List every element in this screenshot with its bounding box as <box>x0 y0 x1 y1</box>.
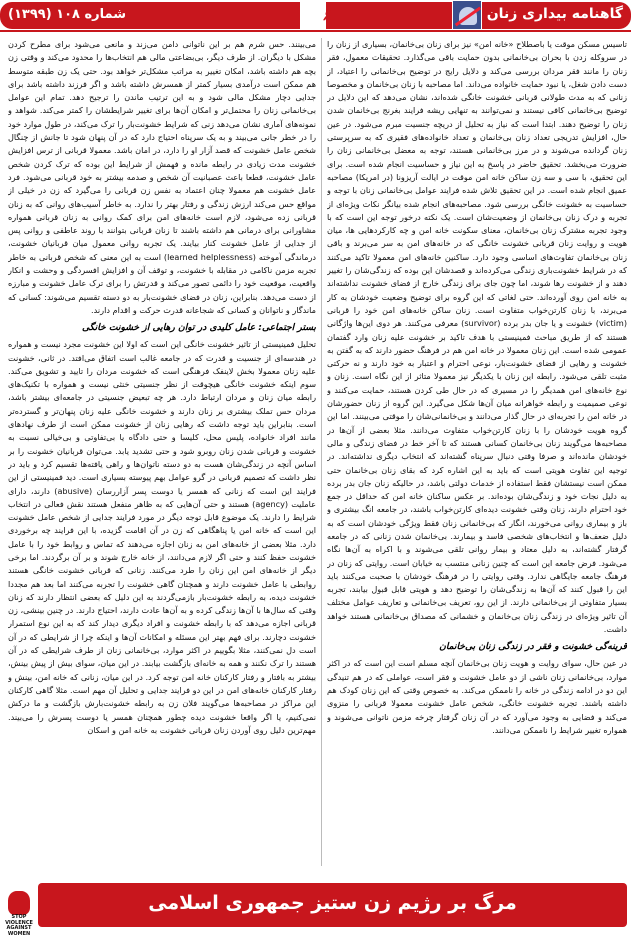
page-header <box>0 0 631 32</box>
magazine-title: گاهنامه بیداری زنان <box>486 6 623 22</box>
stamp-text: STOP VIOLENCE AGAINST WOMEN <box>5 914 33 935</box>
article-paragraph: تحلیل فمینیستی از تاثیر خشونت خانگی این است که اولا این خشونت مجرد نیست و همواره در هندسه‌ای از جنسیت و قدرت که در جامعه غالب است اتفاق می‌افتد. در ثانی، خشونت علیه زنان معمولا بخش لاینفک فرهنگی است که خشونت مردان را تایید و تشویق می‌کند. سوم اینکه خشونت خانگی هیچوقت از نظر جنسیتی خنثی نیست و همواره با تکنیک‌های رابطه میان زنان و مردان ارتباط دارد. هر چه تبعیض جنسیتی در جامعه‌ای بیشتر باشد، مردان حس تملک بیشتری بر زنان دارند و خشونت خانگی علیه زنان پنهان‌تر و گسترده‌تر است. بنابراین باید توجه داشت که رهایی زنان از خشونت ممکن است از طرف نهادهای مانند افراد خانواده، پلیس محل، کلیسا و حتی دادگاه یا بی‌تفاوتی و بی‌خیالی نسبت به خشونت و قربانی شدن زنان روبرو شود و حتی تشدید یابد. می‌توان قربانیان خشونت را بر اساس آنچه در زندگی‌شان هست به دو دسته ناتوان‌ها و راهی یافته‌ها تقسیم کرد و باید در نظر داشت که تصمیم قربانی در گرو عوامل بهم پیوسته بسیاری است. دید فمینیستی از این فرایند این است که زنانی که همسر یا دوست پسر آزاررسان (abusive) دارند، دارای عاملیت (agency) هستند و حتی آن‌هایی که به ظاهر منفعل هستند نقش فعالی در انتخاب شرایط را دارند. یک موضوع قابل توجه دیگر در مورد فرایند جدایی از شخص عامل خشونت این است که خانه امن یا پناهگاهی که زن در آن اقامت گزیده، با این فرایند چه برخوردی دارد. مثلا بعضی از خانه‌های امن به زنان اجازه می‌دهند که تماس و روابط خود را با عامل خشونت حفظ کنند و حتی اگر لازم می‌دانند، از خانه خارج شوند و بر آن برگردند. اما برخی دیگر از خانه‌های امن این زنان را طرد می‌کنند. زنانی که قربانی خشونت خانگی هستند روابطی با عامل خشونت دارند و همچنان گاهی خشونت را تجربه می‌کنند اما بعد هم مجددا خشونت دیده، به رابطه خشونت‌بار بازمی‌گردند به این دلیل که بعضی انتظار دارند که زنان وقتی که سال‌ها با آن‌ها زندگی کرده و به آن‌ها عادت دارند، احتیاج دارند. در چنین بینشی، زن قربانی اجازه می‌دهد که با رابطه خشونت و افراد دیگری دیدار کند که به این نوع استمرار خشونت دچارند. برای فهم بهتر این مسئله و امکانات آن‌ها و اینکه چرا از شرایطی که در آن است دل نمی‌کنند، مثلا بگوییم در اکثر موارد، بی‌خانمانی زنان از طرف شرایطی که در آن هستند را ترک نکنند و همه به خانه‌ای بازگشت بیابند. در این میان، سوای بیش از پیش بینش، بیشتر به بافتار و رفتار کارکنان خانه امن توجه کرد. در این میان، زنانی که خانه امن، بینش و رفتار کارکنان خانه‌های امن در این دو فرایند جدایی و تحلیل آن مهم است. مثلا گاهی کارکنان این مراکز در مصاحبه‌ها می‌گویند فلان زن به رابطه خشونت‌بارش بازگشت و ما درکش نمی‌کنیم، یا اگر واقعا خشونت دیده چطور همچنان همسر یا دوست پسرش را می‌بیند. مهم‌ترین دلیل روی آوردن زنان قربانی خشونت به خانه امن و اسکان <box>8 339 316 735</box>
article-column-right <box>327 38 627 868</box>
page-footer <box>0 875 631 935</box>
article-paragraph: تاسیس مسکن موقت یا باصطلاح «خانه امن» نیز برای زنان بی‌خانمان، بسیاری از زنان را در سرو‌کله زدن با بحران بی‌خانمانی بدون حمایت باقی می‌گذارد. تحقیقات معمول، فقر زنان را مانند فقر مردان بررسی می‌کند و دلایل رایج در توضیح بی‌خانمانی را اعتیاد، از دست دادن شغل، یا نبود حمایت خانواده می‌داند. اما مصاحبه با زنان بی‌خانمان و مخصوصا زنانی که به مدت طولانی قربانی خشونت خانگی شده‌اند، نشان می‌دهد که این دلایل در توضیح بی‌خانمانی کافی نیستند و نمی‌توانند به تنهایی ریشه فرایند بغرنج بی‌خانمان شدن زنان را توضیح دهند. ابتدا است که نیاز به تحلیل از دریچه جنسیت مبرم می‌شود. در عین حال، افزایش تدریجی تعداد زنان بی‌خانمان و تعداد خانواده‌های فقیری که به سرپرستی زنان گردانده می‌شوند و در مرز بی‌خانمانی هستند، توجه به معضل بی‌خانمانی زنان را ضرورت می‌بخشد. تحقیق حاضر در پاسخ به این نیاز و حساسیت انجام شده است. برای این تحقیق، با سی و سه زن ساکن خانه امن موقت در ایالت آریزونا (در امریکا) مصاحبه عمیق انجام شده است. در این تحقیق تلاش شده فرایند عوامل بی‌خانمانی زنان با توجه و حساسیت به خشونت خانگی بررسی شود. مصاحبه‌های انجام شده بیانگر نکات ویژه‌ای از تجربه و درک زنان بی‌خانمان از وضعیت‌شان است. یک نکته درخور توجه این است که با وجود تجربه مشترک زنان بی‌خانمان، معنای سکونت خانه امن و چه کارکردهایی ها، میان هویت و روایت زنان قربانی خشونت خانگی که در خانه‌های امن به سر می‌برند و باقی زنان بی‌خانمان تفاوت‌های اساسی وجود دارد. ساکنین خانه‌های امن معمولا تاکید می‌کنند که در شرایط خشونت‌باری زندگی می‌کرده‌اند و قصدشان این بوده که زندگی‌شان را تغییر دهند و از خشونت رها شوند، اما چون جای برای زندگی خارج از فضای خشونت نداشته‌اند به خانه امن روی آورده‌اند. حتی لغاتی که این گروه برای توضیح وضعیت خودشان به کار می‌برند، با زنان کارتن‌خواب متفاوت است. زنان ساکن خانه‌های امن خود را قربانی (victim) خشونت و یا جان بدر برده (survivor) معرفی می‌کنند. هر دوی این‌ها واژگانی هستند که از طریق مباحث فمینیستی با هدف تاکید بر خشونت علیه زنان وارد گفتمان عمومی شده است. این زنان معمولا در خانه امن هم در فرهنگ حضور دارند که به گفتن به خشونت و رهایی از فضای خشونت‌بار، نوعی احترام و اعتبار به خود دارند و نه حرکتی مثبت تلقی می‌شود. رابطه این زنان با یکدیگر نیز معمولا متاثر از این نگاه است. زنان و نوع خانه‌های امن همدیگر را در مسیری که در حال طی کردن هستند، حمایت می‌کنند و نوعی صمیمیت و رابطه خواهرانه میان آن‌ها شکل می‌گیرد. این گروه از زنان حضورشان در خانه امن را تجربه‌ای در حال گذار می‌دانند و بی‌خانمانی‌شان را موقتی می‌بینند. اما این گروه هویت خودشان را با زنان کارتن‌خواب متفاوت می‌دانند. مثلا بعضی از آن‌ها در مصاحبه‌ها می‌گویند زنان بی‌خانمان کسانی هستند که تا آخر خط در فضای زندگی و مالی خودشان مانده‌اند و صرفا وقتی دنبال سرپناه گشته‌اند که انتخاب دیگری نداشته‌اند. در توجیه این تفاوت هویتی است که باید به این اشاره کرد که بقای زنان بی‌خانمان حتی ممکن است نیستشان فقط استفاده از خدمات دولتی باشد، در حالیکه زنان جان بدر برده به دلیل نجات خود و زندگی‌شان بوده‌اند. بر عکس ساکنان خانه امن که حداقل در جمع خود احترام دارند، زنان وقتی خشونت دیده‌ای کارتن‌خواب باشند، در جامعه انگ بیشتری و باز و بیماری روانی می‌خورند، انگار که بی‌خانمانی زنان فقط ویژگی خودشان است که به دلیل ضعف‌ها و انتخاب‌های شخصی فاسد و بیمارند. بی‌خانمان شدن زنانی که در جامعه گرفتار گشته‌اند، به دلیل معتاد و بیمار روانی تلقی می‌شوند و با اکراه به آن‌ها نگاه می‌شود. فرض جامعه این است که چنین زنانی منتسب به خیابان است. روایتی که زنان در فرهنگ جامعه جایگاهی ندارد. وقتی روایتی را در فرهنگ خودشان با صحبت می‌کنند باید این را قبول کنند که آن‌ها به زندگی‌شان را توضیح دهد و هویتی قابل قبول بیابند، تجربه بسیار متفاوتی از بی‌خانمانی دارند. از این رو، تعریف بی‌خانمانی و تعاریف عوامل مختلف آن تاثیر ویژه‌ای در زندگی زنان بی‌خانمان و خشمانی که مصداق بی‌خانمانی هستند خواهد داشت. <box>327 39 627 635</box>
section-heading: بستر اجتماعی: عامل کلیدی در توان رهایی از خشونت خانگی <box>81 322 316 334</box>
article-paragraph: می‌بینند. حس شرم هم بر این ناتوانی دامن می‌زند و مانعی می‌شود برای مطرح کردن مشکل با دیگران. از طرف دیگر، بی‌بضاعتی مالی هم انتخاب‌ها را محدود می‌کند و وقتی زن بچه هم داشته باشد، امکان تغییر به مراتب مشکل‌تر خواهد بود. حتی یک زن طبقه متوسط هم ممکن است درآمدی بسیار کمتر از همسرش داشته باشد و اگر فرزند داشته باشد برای جدایی دچار مشکل مالی شود و به این ترتیب ماندن را ترجیح دهد. تمام این عوامل بی‌خانمانی زنان را محتمل‌تر و امکان آن‌ها برای تغییر شرایطشان را کمتر می‌کند. شواهد و نمونه‌های آماری نشان می‌دهد زنی که شرایط خشونت‌بار را ترک می‌کند، در طول موارد خود را در خطر جانی می‌بیند و به یک سرپناه احتیاج دارد که در آن پنهان شود تا جانش از چنگال شخص عامل خشونت که قصد آزار او را دارد، در امان باشد. معمولا قربانی از ترس افزایش خشونت مدت زیادی در رابطه مانده و فهمش از شرایط این بوده که ترک کردن شخص عامل خشونت، قطعا باعث عصبانیت آن شخص و صدمه بیشتر به خود قربانی می‌شود. فرد عامل خشونت هم معمولا چنان اعتماد به نفس زن قربانی را می‌گیرد که زن در خیلی از مواقع حس می‌کند ارزش زندگی و رفتار بهتر را ندارد. به خاطر آسیب‌های روانی که به زنان قربانی زده می‌شود، لازم است خانه‌های امن برای کمک روانی به زنان قربانی همواره مشاورانی برای درمانی هم داشته باشند تا زنان قربانی بتوانند با روند عاطفی و روانی پس از جدایی از عامل خشونت کنار بیایند. یک تجربه روانی معمول میان قربانیان خشونت، درماندگی آموخته (learned helplessness) است به این معنی که شخص قربانی به خاطر تجربه مزمن ناکامی در مقابله با خشونت، و توقف آن و افزایش افسردگی و وحشت و انکار واقعیت، موقعیت خود را دائمی تصور می‌کند و قدرتش را برای ترک عامل خشونت و مبارزه از دست می‌دهد. بنابراین، زنان در فضای خشونت‌بار به دو دسته تقسیم می‌شوند: کسانی که ماندگار و ناتوانان و کسانی که شجاعانه قدرت حرکت و اقدام دارند. <box>8 39 316 315</box>
article-column-left <box>8 38 316 868</box>
section-heading: قرینه‌گی خشونت و فقر در زندگی زنان بی‌خانمان <box>439 641 627 653</box>
footer-slogan: مرگ بر رژیم زن ستیز جمهوری اسلامی <box>148 892 517 914</box>
raised-hands-logo-icon <box>452 0 482 30</box>
page-number: ۶ <box>322 6 331 24</box>
issue-number: شماره ۱۰۸ (۱۳۹۹) <box>8 7 127 22</box>
stop-hand-stamp-icon <box>2 889 36 935</box>
column-divider <box>321 38 322 866</box>
article-paragraph: در عین حال، سوای روایت و هویت زنان بی‌خانمان آنچه مسلم است این است که در اکثر موارد، بی‌خانمانی زنان ناشی از دو عامل خشونت و فقر است، عواملی که در هم تنیدگی این دو در ادامه زندگی در خانه را ناممکن می‌کند. به خصوص وقتی که این زنان کودک هم داشته باشند. تجربه خشونت خانگی، شخص عامل خشونت معمولا قربانی را منزوی می‌کند و فضایی به وجود می‌آورد که در آن زنان گرفتار چرخه مزمن ناتوانی می‌شوند و همواره تغییر شرایط را ناممکن می‌دانند. <box>327 658 627 735</box>
red-palm-shape <box>8 891 30 915</box>
